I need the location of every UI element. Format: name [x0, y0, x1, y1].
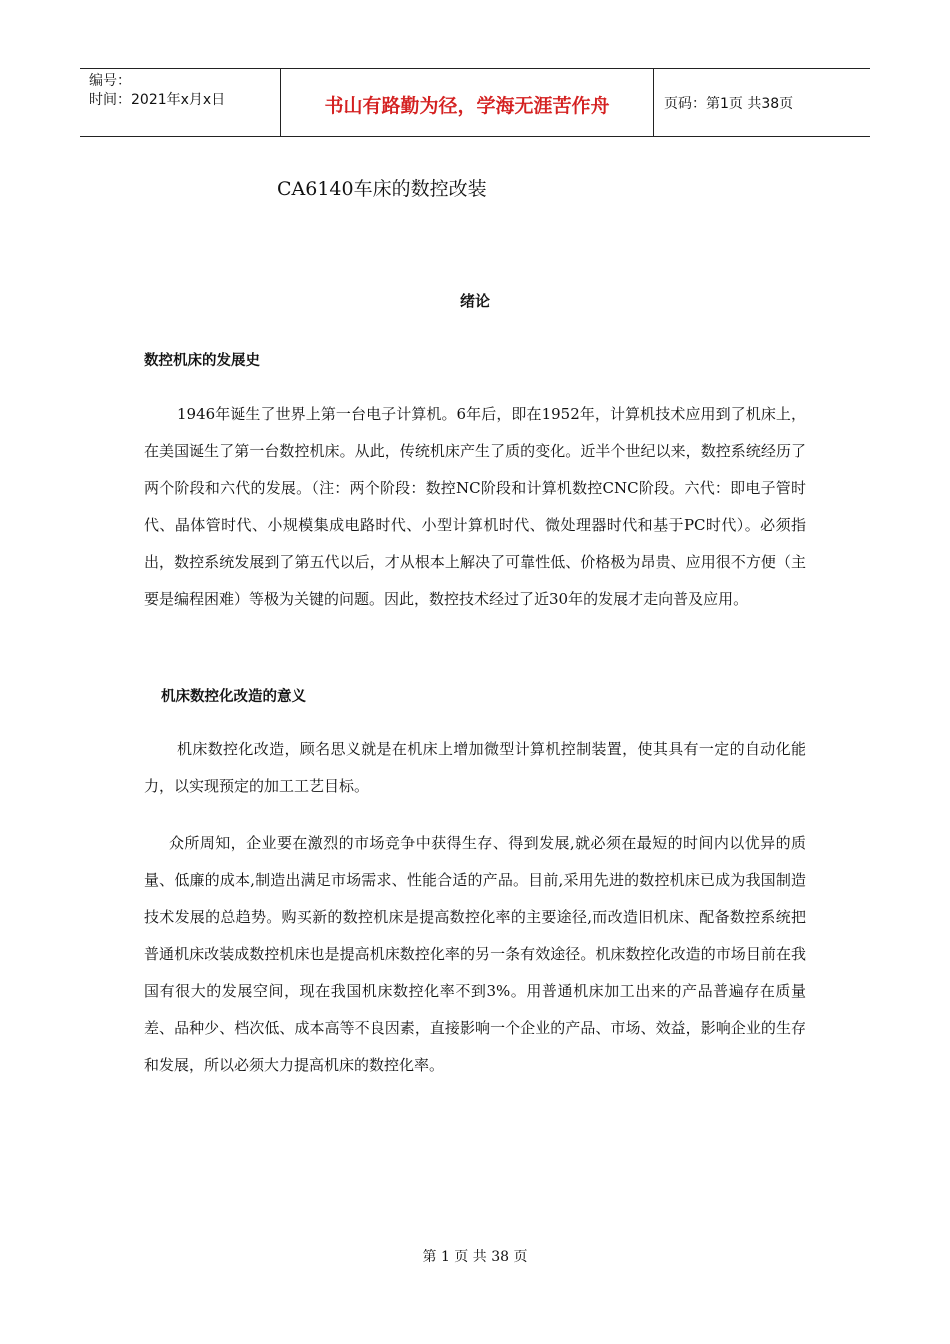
- page-header: [80, 68, 870, 137]
- paragraph-history: 1946年诞生了世界上第一台电子计算机。6年后，即在1952年，计算机技术应用到了机床上，在美国诞生了第一台数控机床。从此，传统机床产生了质的变化。近半个世纪以来，数控系统经历了两个阶段和六代的发展。（注：两个阶段：数控NC阶段和计算机数控CNC阶段。六代：即电子管时代、晶体管时代、小规模集成电路时代、小型计算机时代、微处理器时代和基于PC时代）。必须指出，数控系统发展到了第五代以后，才从根本上解决了可靠性低、价格极为昂贵、应用很不方便（主要是编程困难）等极为关键的问题。因此，数控技术经过了近30年的发展才走向普及应用。: [144, 405, 806, 608]
- document-title: CA6140车床的数控改装: [277, 178, 487, 200]
- page-footer: 第 1 页 共 38 页: [422, 1249, 528, 1265]
- section-title: 绪论: [459, 292, 490, 310]
- subsection-heading-significance: 机床数控化改造的意义: [161, 689, 306, 705]
- header-meta-cell: [80, 69, 281, 136]
- header-motto-cell: [281, 69, 654, 136]
- subsection-heading-history: 数控机床的发展史: [144, 353, 260, 369]
- header-page-cell: [654, 69, 870, 136]
- page-info: 页码：第1页 共38页: [664, 96, 794, 112]
- time-label: 时间：2021年x月x日: [89, 92, 226, 108]
- paragraph-significance-2: 众所周知，企业要在激烈的市场竞争中获得生存、得到发展,就必须在最短的时间内以优异的质量、低廉的成本,制造出满足市场需求、性能合适的产品。目前,采用先进的数控机床已成为我国制造技术发展的总趋势。购买新的数控机床是提高数控化率的主要途径,而改造旧机床、配备数控系统把普通机床改装成数控机床也是提高机床数控化率的另一条有效途径。机床数控化改造的市场目前在我国有很大的发展空间，现在我国机床数控化率不到3%。用普通机床加工出来的产品普遍存在质量差、品种少、档次低、成本高等不良因素，直接影响一个企业的产品、市场、效益，影响企业的生存和发展，所以必须大力提高机床的数控化率。: [144, 834, 806, 1074]
- motto-text: 书山有路勤为径，学海无涯苦作舟: [324, 95, 610, 117]
- paragraph-significance-1: 机床数控化改造，顾名思义就是在机床上增加微型计算机控制装置，使其具有一定的自动化能力，以实现预定的加工工艺目标。: [144, 740, 806, 795]
- serial-label: 编号：: [89, 73, 131, 89]
